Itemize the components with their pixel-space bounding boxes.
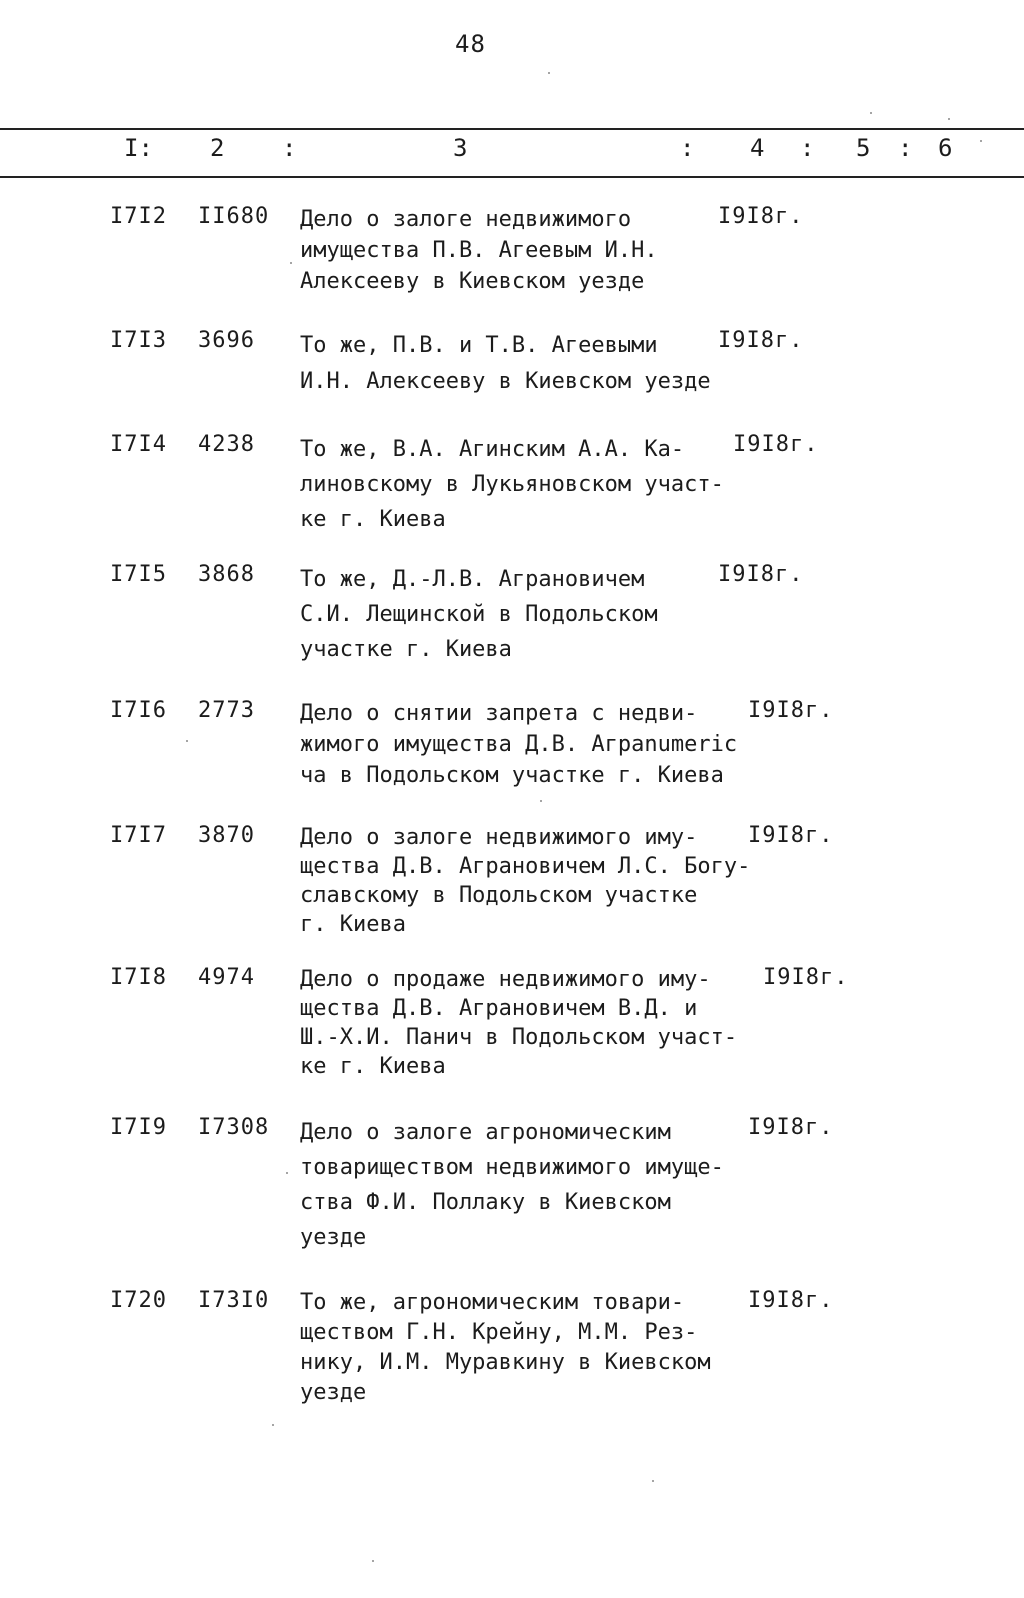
- title-line: С.И. Лещинской в Подольском: [300, 602, 658, 627]
- entry-number: I7I6: [110, 698, 167, 723]
- header-separator: :: [898, 134, 913, 162]
- title-line: г. Киева: [300, 912, 406, 937]
- archive-number: I7308: [198, 1115, 270, 1140]
- title-line: Дело о залоге агрономическим: [300, 1120, 671, 1145]
- title-line: Ш.-Х.И. Панич в Подольском участ-: [300, 1025, 738, 1050]
- entry-title: [300, 432, 730, 537]
- entry-title: [300, 328, 730, 400]
- entry-number: I7I2: [110, 204, 167, 229]
- scan-speck: [980, 140, 982, 142]
- archive-number: 4238: [198, 432, 255, 457]
- archive-number: 2773: [198, 698, 255, 723]
- entry-date: I9I8г.: [748, 1115, 834, 1140]
- header-col-4: 4: [750, 134, 765, 162]
- title-line: товариществом недвижимого имуще-: [300, 1155, 724, 1180]
- scan-speck: [286, 1172, 288, 1174]
- entry-date: I9I8г.: [748, 823, 834, 848]
- entry-number: I720: [110, 1288, 167, 1313]
- scan-speck: [372, 1560, 374, 1562]
- entry-date: I9I8г.: [718, 328, 804, 353]
- title-line: имущества П.В. Агеевым И.Н.: [300, 238, 658, 263]
- title-line: Дело о залоге недвижимого иму-: [300, 825, 698, 850]
- title-line: щества Д.В. Аграновичем В.Д. и: [300, 996, 698, 1021]
- archive-number: I73I0: [198, 1288, 270, 1313]
- entry-title: [300, 698, 738, 791]
- archive-number: 3870: [198, 823, 255, 848]
- entry-number: I7I3: [110, 328, 167, 353]
- title-line: щества Д.В. Аграновичем Л.С. Богу-: [300, 854, 751, 879]
- title-line: То же, Д.-Л.В. Аграновичем: [300, 567, 645, 592]
- title-line: ке г. Киева: [300, 507, 446, 532]
- header-col-1: I:: [124, 134, 153, 162]
- title-line: Дело о продаже недвижимого иму-: [300, 967, 711, 992]
- entry-number: I7I8: [110, 965, 167, 990]
- table-header-bottom-rule: [0, 176, 1024, 178]
- header-col-3: 3: [453, 134, 468, 162]
- entry-number: I7I4: [110, 432, 167, 457]
- scan-speck: [540, 800, 542, 802]
- entry-number: I7I5: [110, 562, 167, 587]
- title-line: участке г. Киева: [300, 637, 512, 662]
- scan-speck: [948, 118, 950, 120]
- title-line: ча в Подольском участке г. Киева: [300, 763, 724, 788]
- entry-date: I9I8г.: [763, 965, 849, 990]
- title-line: нику, И.М. Муравкину в Киевском: [300, 1350, 711, 1375]
- page-number: 48: [455, 30, 486, 58]
- title-line: славскому в Подольском участке: [300, 883, 698, 908]
- header-col-6: 6: [938, 134, 953, 162]
- title-line: То же, В.А. Агинским А.А. Ка-: [300, 437, 685, 462]
- archive-number: 3696: [198, 328, 255, 353]
- archive-number: II680: [198, 204, 270, 229]
- entry-number: I7I9: [110, 1115, 167, 1140]
- scan-speck: [548, 72, 550, 74]
- scan-speck: [870, 112, 872, 114]
- scan-speck: [186, 740, 188, 742]
- archive-number: 3868: [198, 562, 255, 587]
- header-col-5: 5: [856, 134, 871, 162]
- header-col-2: 2: [210, 134, 225, 162]
- entry-date: I9I8г.: [718, 562, 804, 587]
- table-header-top-rule: [0, 128, 1024, 130]
- title-line: Алексееву в Киевском уезде: [300, 269, 645, 294]
- title-line: ства Ф.И. Поллаку в Киевском: [300, 1190, 671, 1215]
- title-line: линовскому в Лукьяновском участ-: [300, 472, 724, 497]
- entry-date: I9I8г.: [748, 1288, 834, 1313]
- title-line: Дело о снятии запрета с недви-: [300, 701, 698, 726]
- entry-title: [300, 204, 730, 297]
- header-separator: :: [680, 134, 695, 162]
- entry-date: I9I8г.: [718, 204, 804, 229]
- title-line: ке г. Киева: [300, 1054, 446, 1079]
- archive-number: 4974: [198, 965, 255, 990]
- entry-title: [300, 1115, 730, 1255]
- title-line: То же, агрономическим товари-: [300, 1290, 685, 1315]
- entry-date: I9I8г.: [733, 432, 819, 457]
- title-line: ществом Г.Н. Крейну, М.М. Рез-: [300, 1320, 698, 1345]
- entry-title: [300, 1288, 730, 1408]
- title-line: То же, П.В. и Т.В. Агеевыми: [300, 333, 658, 358]
- scan-speck: [272, 1424, 274, 1426]
- scan-speck: [290, 262, 292, 264]
- title-line: И.Н. Алексееву в Киевском уезде: [300, 369, 711, 394]
- entry-number: I7I7: [110, 823, 167, 848]
- entry-title: [300, 823, 751, 939]
- title-line: уезде: [300, 1380, 367, 1405]
- scan-speck: [652, 1480, 654, 1482]
- entry-date: I9I8г.: [748, 698, 834, 723]
- entry-title: [300, 562, 730, 667]
- title-line: Дело о залоге недвижимого: [300, 207, 632, 232]
- header-separator: :: [282, 134, 297, 162]
- header-separator: :: [800, 134, 815, 162]
- entry-title: [300, 965, 738, 1081]
- title-line: жимого имущества Д.В. Аграnumeric: [300, 732, 738, 757]
- title-line: уезде: [300, 1225, 367, 1250]
